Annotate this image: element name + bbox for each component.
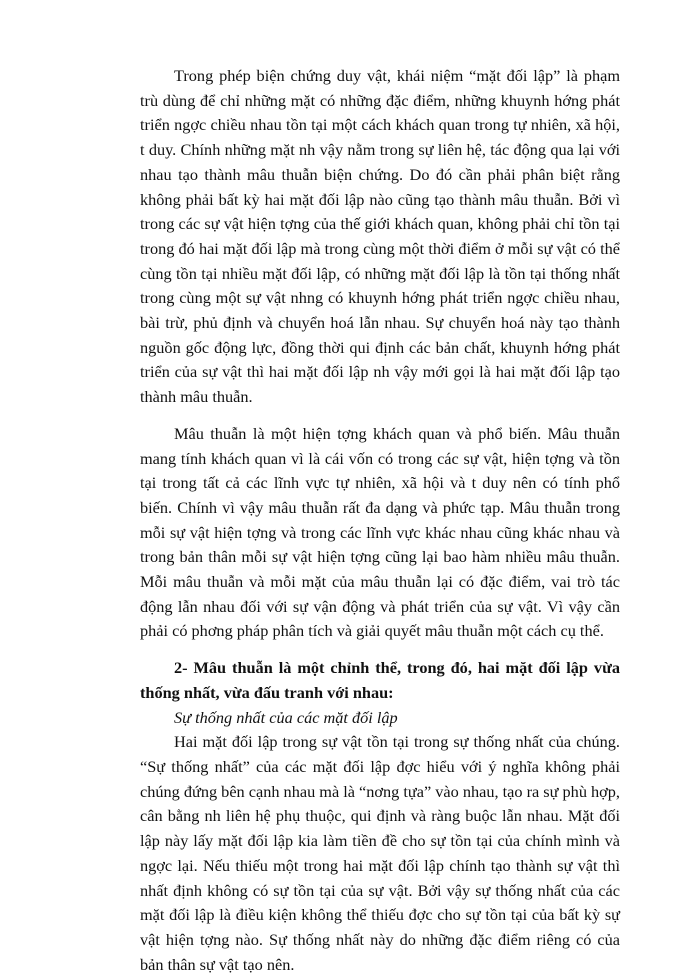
section-subheading: Sự thống nhất của các mặt đối lập: [174, 707, 398, 727]
paragraph-contradiction-universality: Mâu thuẫn là một hiện tợng khách quan và phổ biến. Mâu thuẫn mang tính khách quan vì là cái vốn có trong các sự vật, hiện tợng và tồn tại trong tất cả các lĩnh vực tự nhiên, xã hội và t duy nên có tính phổ biến. Chính vì vậy mâu thuẫn rất đa dạng và phức tạp. Mâu thuẫn trong mỗi sự vật hiện tợng và trong các lĩnh vực khác nhau cũng khác nhau và trong bản thân mỗi sự vật hiện tợng cũng lại bao hàm nhiều mâu thuẫn. Mỗi mâu thuẫn và mỗi mặt của mâu thuẫn lại có đặc điểm, vai trò tác động lẫn nhau đối với sự vận động và phát triển của sự vật. Vì vậy cần phải có phơng pháp phân tích và giải quyết mâu thuẫn một cách cụ thể.: [140, 423, 620, 641]
section-heading: 2- Mâu thuẫn là một chỉnh thể, trong đó, hai mặt đối lập vừa thống nhất, vừa đấu tranh với nhau:: [140, 658, 620, 702]
document-body: [140, 64, 620, 977]
paragraph-contradiction-definition: Trong phép biện chứng duy vật, khái niệm “mặt đối lập” là phạm trù dùng để chỉ những mặt có những đặc điểm, những khuynh hớng phát triển ngợc chiều nhau tồn tại một cách khách quan trong tự nhiên, xã hội, t duy. Chính những mặt nh vậy nằm trong sự liên hệ, tác động qua lại với nhau tạo thành mâu thuẫn biện chứng. Do đó cần phải phân biệt rằng không phải bất kỳ hai mặt đối lập nào cũng tạo thành mâu thuẫn. Bởi vì trong các sự vật hiện tợng của thế giới khách quan, không phải chỉ tồn tại trong đó hai mặt đối lập mà trong cùng một thời điểm ở mỗi sự vật có thể cùng tồn tại nhiều mặt đối lập, có những mặt đối lập là tồn tại thống nhất trong cùng một sự vật nhng có khuynh hớng phát triển ngợc chiều nhau, bài trừ, phủ định và chuyển hoá lẫn nhau. Sự chuyển hoá này tạo thành nguồn gốc động lực, đồng thời qui định các bản chất, khuynh hớng phát triển của sự vật thì hai mặt đối lập nh vậy mới gọi là hai mặt đối lập tạo thành mâu thuẫn.: [140, 66, 620, 407]
paragraph-unity-of-opposites: Hai mặt đối lập trong sự vật tồn tại trong sự thống nhất của chúng. “Sự thống nhất” của các mặt đối lập đợc hiểu với ý nghĩa không phải chúng đứng bên cạnh nhau mà là “nơng tựa” vào nhau, tạo ra sự phù hợp, cân bằng nh liên hệ phụ thuộc, qui định và ràng buộc lẫn nhau. Mặt đối lập này lấy mặt đối lập kia làm tiền đề cho sự tồn tại của chính mình và ngợc lại. Nếu thiếu một trong hai mặt đối lập chính tạo thành sự vật thì nhất định không có sự tồn tại của sự vật. Bởi vậy sự thống nhất của các mặt đối lập là điều kiện không thể thiếu đợc cho sự tồn tại của bất kỳ sự vật hiện tợng nào. Sự thống nhất này do những đặc điểm riêng có của bản thân sự vật tạo nên.: [140, 732, 620, 974]
